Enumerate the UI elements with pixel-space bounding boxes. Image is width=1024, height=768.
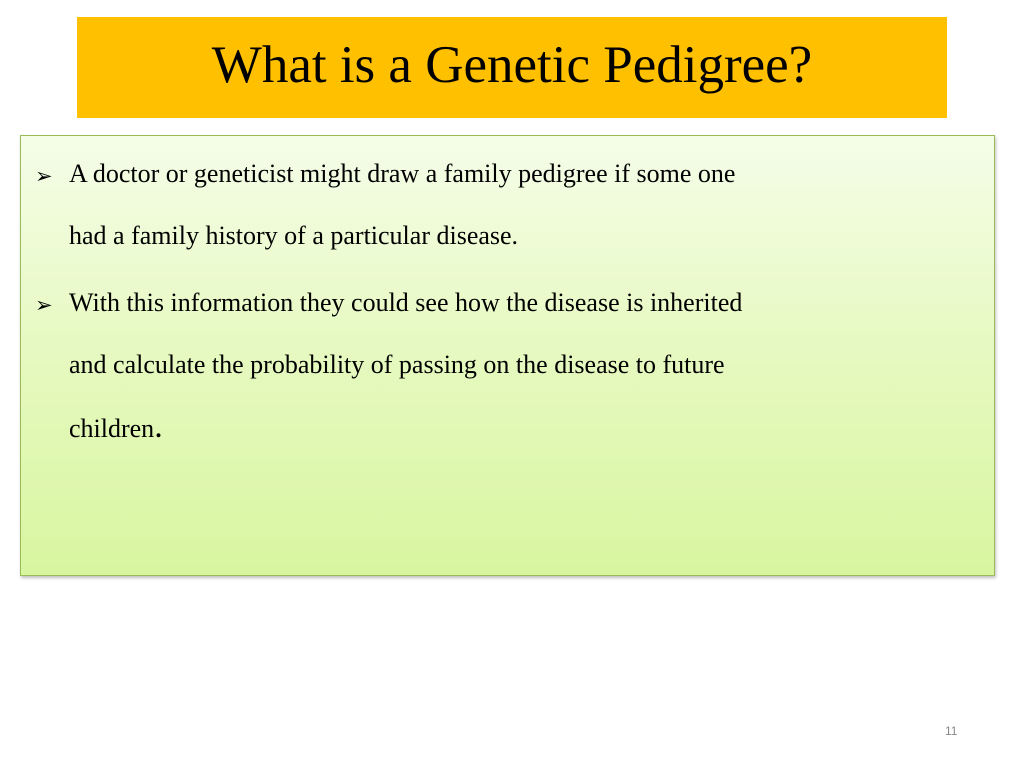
arrow-bullet-icon: ➢	[35, 164, 53, 188]
bullet-1-line-2: had a family history of a particular disease.	[69, 221, 519, 250]
content-box	[20, 135, 995, 576]
slide-title: What is a Genetic Pedigree?	[211, 36, 813, 94]
bullet-2-line-1: With this information they could see how the disease is inherited	[69, 288, 743, 317]
bullet-2-line-3-text: children	[69, 414, 155, 443]
page-number: 11	[945, 724, 958, 738]
arrow-bullet-icon: ➢	[35, 293, 53, 317]
bullet-2-line-2: and calculate the probability of passing on the disease to future	[69, 350, 725, 379]
title-banner	[77, 17, 947, 118]
bullet-2-line-3	[69, 408, 163, 445]
bullet-1-line-1: A doctor or geneticist might draw a family pedigree if some one	[69, 159, 736, 188]
bullet-2-period: .	[154, 408, 163, 445]
